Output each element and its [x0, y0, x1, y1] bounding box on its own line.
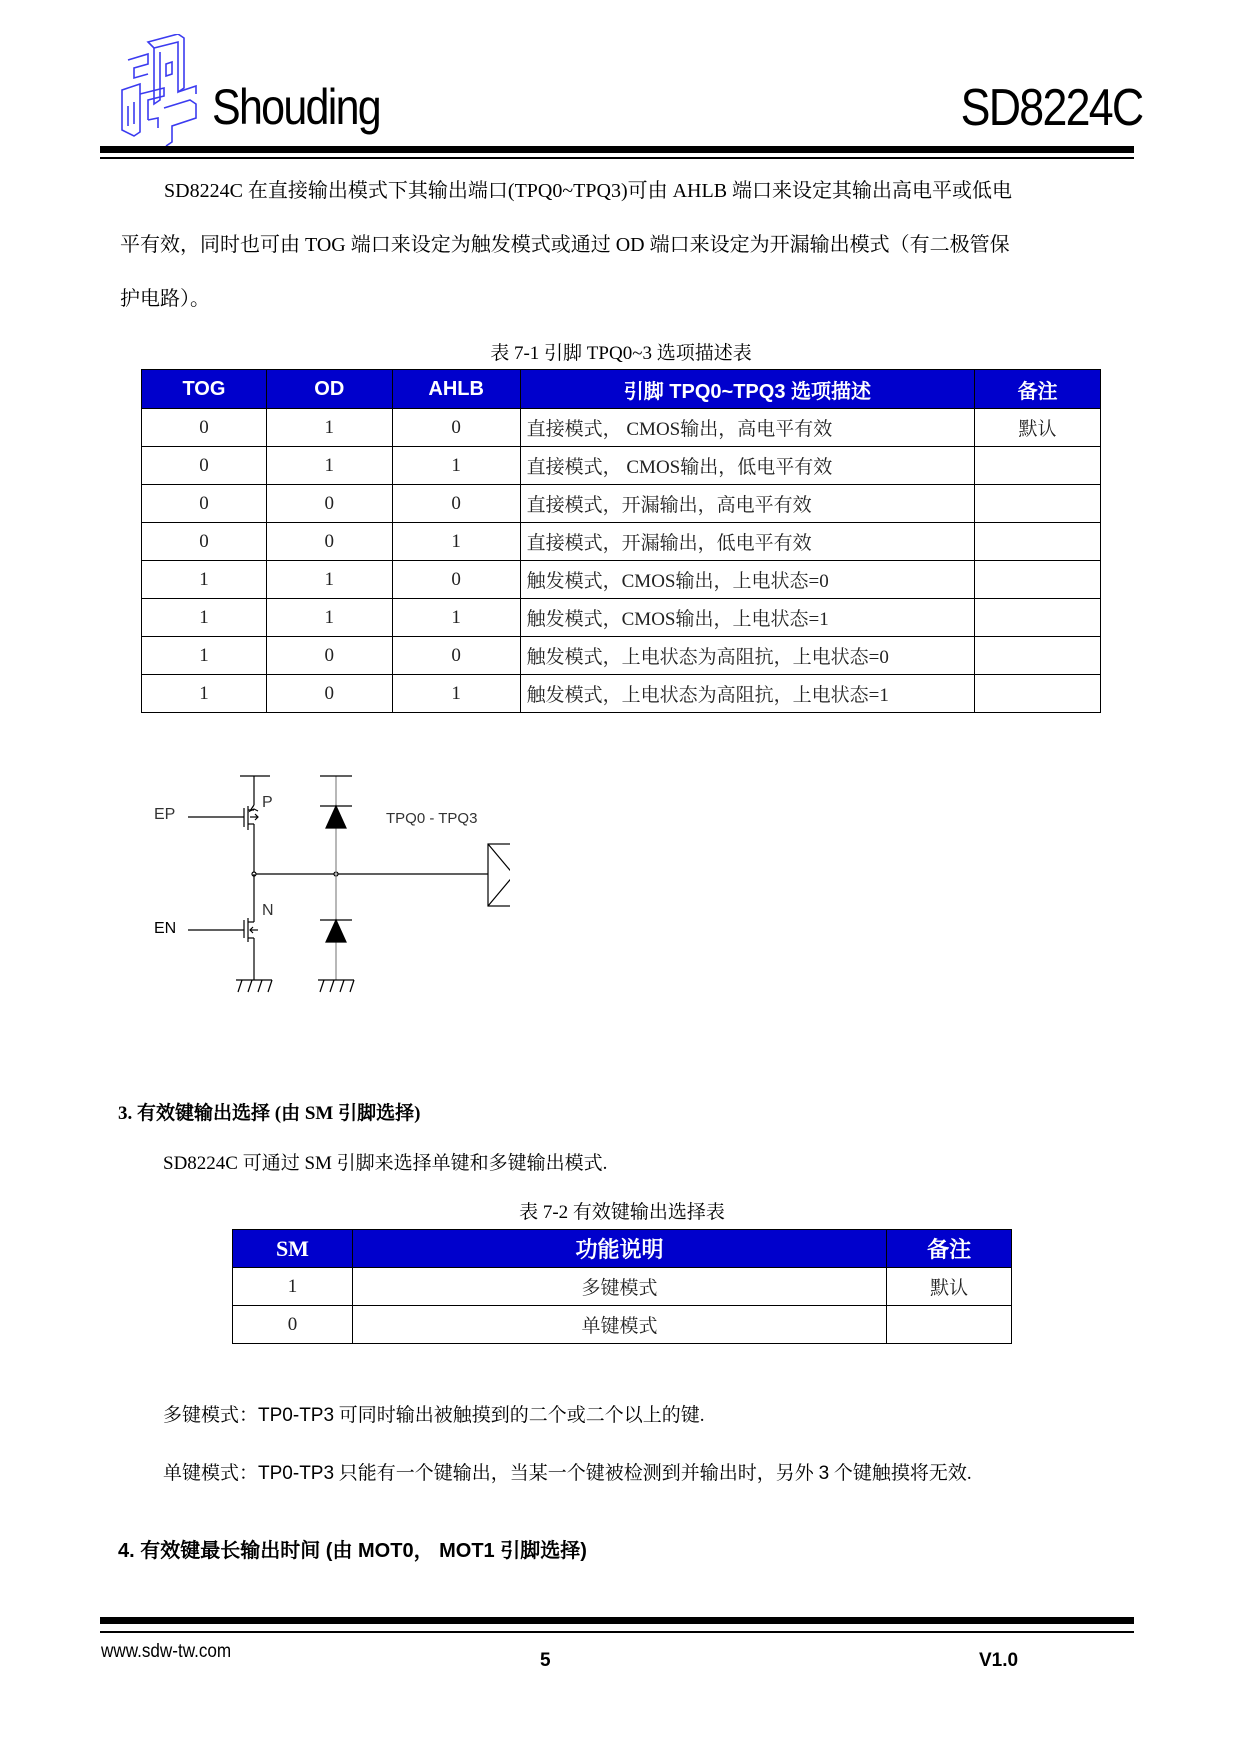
col-description: 引脚 TPQ0~TPQ3 选项描述	[520, 370, 975, 409]
col-sm: SM	[233, 1230, 353, 1268]
intro-line-3: 护电路）。	[120, 288, 210, 310]
cell-note: 默认	[887, 1268, 1012, 1306]
pin-option-table	[141, 369, 1101, 713]
brand-name: Shouding	[212, 79, 380, 135]
table-row	[142, 637, 1101, 675]
cell-desc: 直接模式，开漏输出，低电平有效	[520, 523, 975, 561]
footer-url: www.sdw-tw.com	[101, 1641, 232, 1662]
col-ahlb: AHLB	[392, 370, 520, 409]
cell-desc: 触发模式，上电状态为高阻抗，上电状态=1	[520, 675, 975, 713]
cell-ahlb: 1	[392, 599, 520, 637]
single-pins: TP0-TP3	[258, 1463, 335, 1484]
intro-line-2: 平有效，同时也可由 TOG 端口来设定为触发模式或通过 OD 端口来设定为开漏输出模式（有二极管保	[120, 234, 1010, 256]
cell-note	[887, 1306, 1012, 1344]
shouding-logo-icon	[118, 34, 210, 146]
cell-note	[975, 561, 1101, 599]
cell-note	[975, 523, 1101, 561]
table-row	[142, 561, 1101, 599]
multi-label: 多键模式：	[163, 1405, 259, 1426]
cell-desc: 触发模式，CMOS输出，上电状态=1	[520, 599, 975, 637]
header-rule-thick	[100, 146, 1134, 153]
table-row	[142, 599, 1101, 637]
cell-od: 0	[266, 485, 392, 523]
section4-heading: 4. 有效键最长输出时间 (由 MOT0， MOT1 引脚选择)	[118, 1540, 587, 1562]
table-row	[233, 1306, 1012, 1344]
multi-pins: TP0-TP3	[258, 1405, 335, 1426]
cell-tog: 0	[142, 409, 267, 447]
table-row	[142, 409, 1101, 447]
table-header-row	[233, 1230, 1012, 1268]
part-number: SD8224C	[960, 79, 1142, 137]
cell-tog: 0	[142, 523, 267, 561]
intro-line-1: SD8224C 在直接输出模式下其输出端口(TPQ0~TPQ3)可由 AHLB 端口来设定其输出高电平或低电	[164, 180, 1013, 202]
cell-ahlb: 1	[392, 675, 520, 713]
cell-tog: 1	[142, 599, 267, 637]
table-row	[142, 447, 1101, 485]
footer-rule-thin	[100, 1631, 1134, 1633]
cell-ahlb: 0	[392, 637, 520, 675]
cell-tog: 0	[142, 447, 267, 485]
cell-note	[975, 637, 1101, 675]
table1-caption: 表 7-1 引脚 TPQ0~3 选项描述表	[490, 343, 752, 364]
section3-heading: 3. 有效键输出选择 (由 SM 引脚选择)	[118, 1103, 421, 1124]
col-note: 备注	[887, 1230, 1012, 1268]
cell-sm: 0	[233, 1306, 353, 1344]
col-od: OD	[266, 370, 392, 409]
footer-rule-thick	[100, 1617, 1134, 1624]
cell-desc: 触发模式，上电状态为高阻抗，上电状态=0	[520, 637, 975, 675]
cell-od: 0	[266, 675, 392, 713]
table-row	[142, 675, 1101, 713]
cell-note	[975, 599, 1101, 637]
cell-ahlb: 1	[392, 447, 520, 485]
cell-od: 1	[266, 561, 392, 599]
cell-desc: 直接模式，开漏输出，高电平有效	[520, 485, 975, 523]
cell-function: 多键模式	[352, 1268, 886, 1306]
cell-od: 0	[266, 637, 392, 675]
cell-ahlb: 0	[392, 485, 520, 523]
section3-body: SD8224C 可通过 SM 引脚来选择单键和多键输出模式.	[163, 1153, 608, 1174]
cell-ahlb: 0	[392, 561, 520, 599]
multi-text: 可同时输出被触摸到的二个或二个以上的键.	[334, 1405, 705, 1426]
single-key-description	[163, 1458, 972, 1485]
cell-tog: 1	[142, 561, 267, 599]
single-text-b: 个键触摸将无效.	[829, 1463, 972, 1484]
header-rule-thin	[100, 157, 1134, 159]
version: V1.0	[979, 1650, 1019, 1671]
cell-od: 1	[266, 409, 392, 447]
cell-note	[975, 447, 1101, 485]
col-function: 功能说明	[352, 1230, 886, 1268]
table2-caption: 表 7-2 有效键输出选择表	[519, 1202, 725, 1223]
col-note: 备注	[975, 370, 1101, 409]
cell-desc: 直接模式， CMOS输出，高电平有效	[520, 409, 975, 447]
pad-label: TPQ0 - TPQ3	[386, 810, 478, 827]
cell-sm: 1	[233, 1268, 353, 1306]
cell-od: 1	[266, 599, 392, 637]
ep-label: EP	[154, 806, 176, 823]
single-text-a: 只能有一个键输出，当某一个键被检测到并输出时，另外	[334, 1463, 819, 1484]
table-row	[142, 523, 1101, 561]
cell-note	[975, 675, 1101, 713]
en-label: EN	[154, 920, 177, 937]
cell-ahlb: 0	[392, 409, 520, 447]
p-label: P	[262, 794, 273, 811]
cell-note: 默认	[975, 409, 1101, 447]
cell-tog: 1	[142, 675, 267, 713]
cell-desc: 触发模式，CMOS输出，上电状态=0	[520, 561, 975, 599]
single-label: 单键模式：	[163, 1463, 259, 1484]
output-circuit-diagram	[150, 770, 510, 1010]
page-number: 5	[540, 1650, 551, 1671]
single-num: 3	[818, 1463, 830, 1484]
col-tog: TOG	[142, 370, 267, 409]
cell-od: 1	[266, 447, 392, 485]
cell-function: 单键模式	[352, 1306, 886, 1344]
cell-tog: 0	[142, 485, 267, 523]
table-row	[233, 1268, 1012, 1306]
cell-note	[975, 485, 1101, 523]
table-header-row	[142, 370, 1101, 409]
cell-ahlb: 1	[392, 523, 520, 561]
cell-od: 0	[266, 523, 392, 561]
n-label: N	[262, 902, 274, 919]
intro-paragraph	[120, 164, 1130, 326]
multi-key-description	[163, 1400, 705, 1427]
key-output-table	[232, 1229, 1012, 1344]
cell-tog: 1	[142, 637, 267, 675]
cell-desc: 直接模式， CMOS输出，低电平有效	[520, 447, 975, 485]
table-row	[142, 485, 1101, 523]
